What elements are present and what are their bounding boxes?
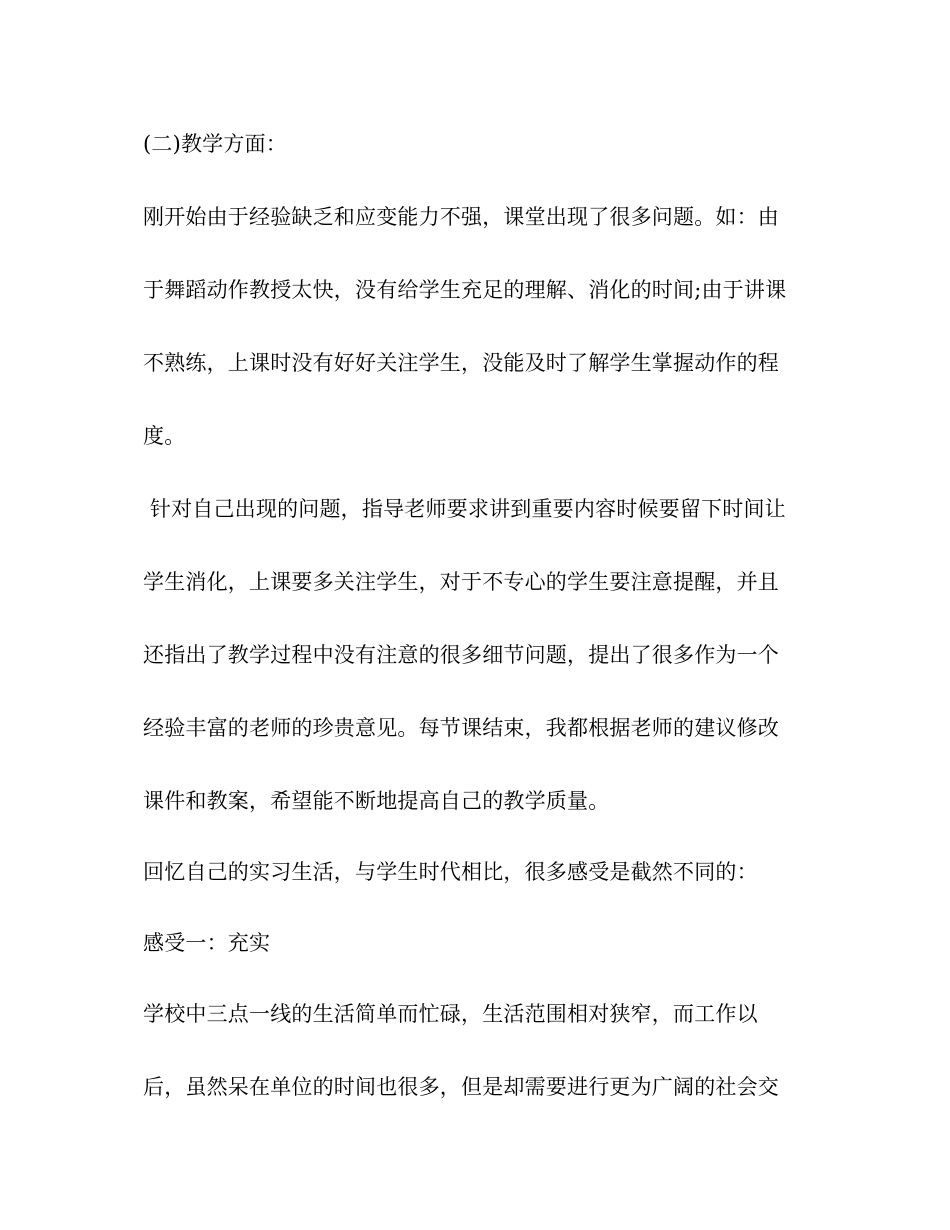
section-heading: (二)教学方面： <box>143 132 287 156</box>
text-line: 于舞蹈动作教授太快，没有给学生充足的理解、消化的时间;由于讲课 <box>143 278 787 302</box>
text-line: 学生消化，上课要多关注学生，对于不专心的学生要注意提醒，并且 <box>143 570 779 594</box>
text-line: 还指出了教学过程中没有注意的很多细节问题，提出了很多作为一个 <box>143 643 779 667</box>
text-line: 课件和教案，希望能不断地提高自己的教学质量。 <box>143 789 610 813</box>
text-line: 度。 <box>143 424 186 448</box>
text-line: 针对自己出现的问题，指导老师要求讲到重要内容时候要留下时间让 <box>143 497 786 521</box>
text-line: 回忆自己的实习生活，与学生时代相比，很多感受是截然不同的： <box>143 860 758 884</box>
subheading: 感受一：充实 <box>143 931 271 955</box>
text-line: 学校中三点一线的生活简单而忙碌，生活范围相对狭窄，而工作以 <box>143 1002 758 1026</box>
text-line: 不熟练，上课时没有好好关注学生，没能及时了解学生掌握动作的程 <box>143 351 779 375</box>
text-line: 经验丰富的老师的珍贵意见。每节课结束，我都根据老师的建议修改 <box>143 716 779 740</box>
text-line: 刚开始由于经验缺乏和应变能力不强，课堂出现了很多问题。如：由 <box>143 205 779 229</box>
text-line: 后，虽然呆在单位的时间也很多，但是却需要进行更为广阔的社会交 <box>143 1075 779 1099</box>
